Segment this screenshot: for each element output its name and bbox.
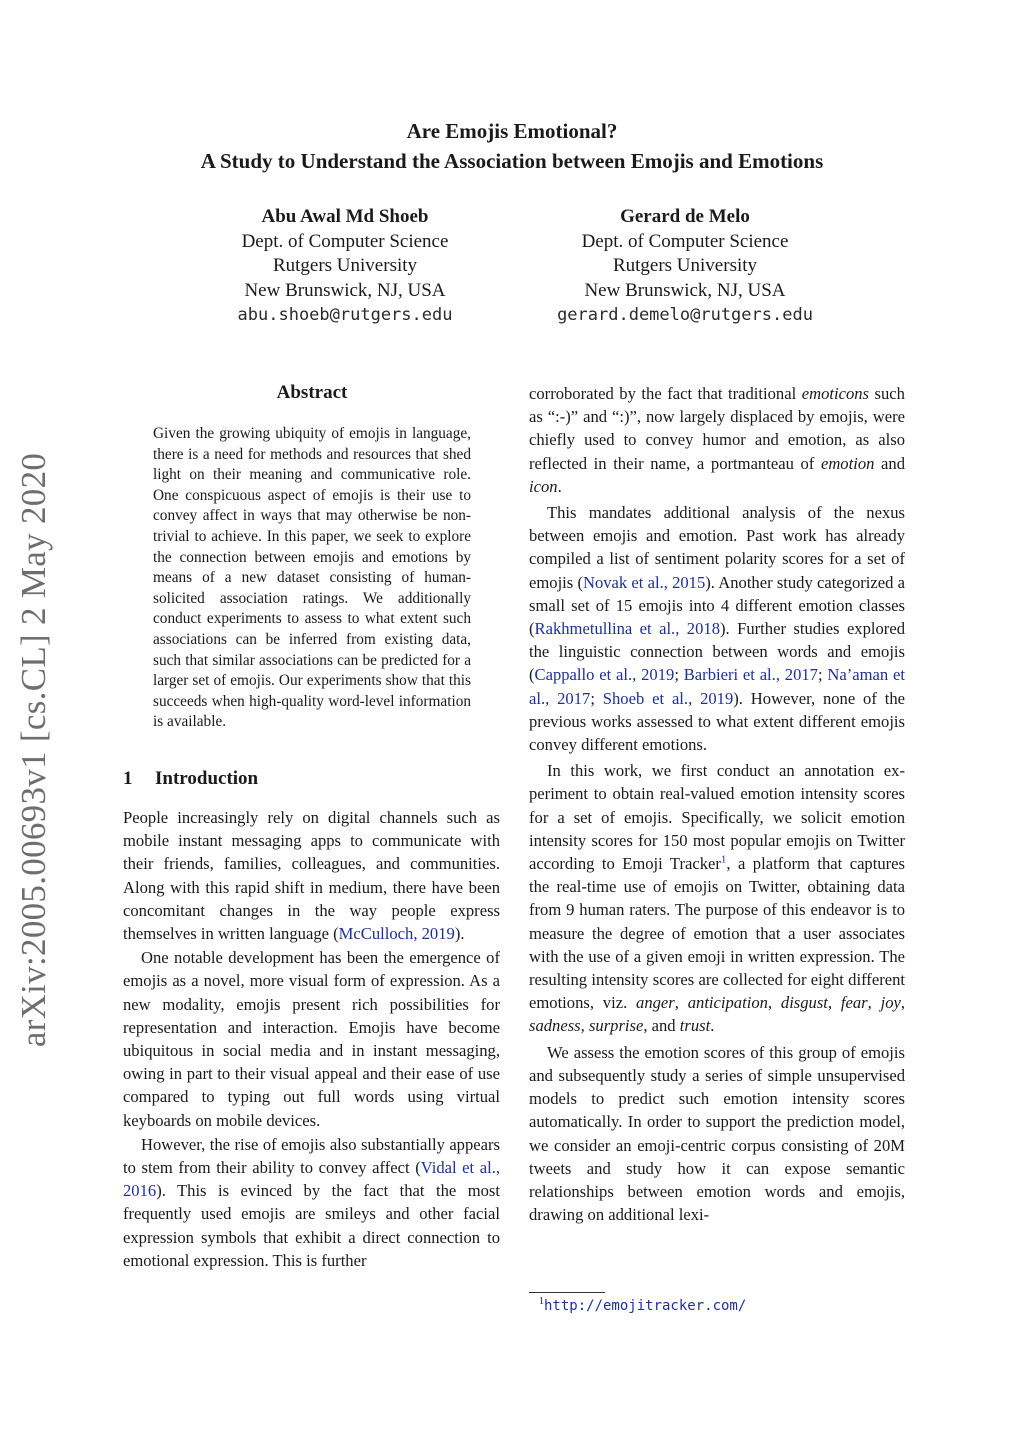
author-block-2 [535, 205, 835, 328]
section-heading [123, 768, 258, 790]
emotion-term: disgust [780, 993, 828, 1013]
citation-link[interactable]: McCulloch, 2019 [338, 924, 455, 944]
text-run: ; [817, 665, 828, 685]
text-run: , [580, 1016, 589, 1036]
text-run: , and [643, 1016, 680, 1036]
footnote-url-link[interactable]: http://emojitracker.com/ [544, 1298, 747, 1314]
text-run: In this work, we first conduct an annotation experiment to obtain real-valued emotion intensity scores for a set of emojis. Specifically, we solicit emotion intensity scores for 150 most popular emojis on Twitter according to Emoji Tracker [529, 761, 905, 874]
text-run: , [827, 993, 841, 1013]
author-dept: Dept. of Computer Science [241, 230, 449, 252]
text-run: ; [590, 688, 603, 708]
author-univ: Rutgers University [272, 255, 418, 276]
text-run: and [874, 453, 906, 473]
author-dept: Dept. of Computer Science [581, 230, 789, 252]
text-run: . [557, 476, 562, 496]
footnote-rule [529, 1292, 605, 1293]
paragraph [123, 1133, 500, 1272]
text-run: ). This is evinced by the fact that the most frequently used emojis are smileys and other facial expression symbols that exhibit a direct connection to emotional expression. This is further [123, 1181, 500, 1270]
text-run: such as “:-)” and “:)”, now largely displaced by emojis, were chiefly used to convey humor and emotion, as also reflected in their name, a portmanteau of [529, 384, 905, 473]
section-title: Introduction [155, 768, 259, 789]
citation-link[interactable]: Vidal et al., 2016 [123, 1158, 501, 1201]
abstract-text: Given the growing ubiquity of emojis in language, there is a need for methods and resources that shed light on their meaning and communicative role. One conspicuous aspect of emojis is their use to convey affect in ways that may otherwise be non-trivial to achieve. In this paper, we seek to explore the connection between emojis and emotions by means of a new dataset consisting of human-solicited association ratings. We additionally conduct experiments to assess to what extent such associations can be inferred from existing data, such that similar associations can be predicted for a larger set of emojis. Our experiments show that this succeeds when high-quality word-level information is available. [153, 425, 471, 731]
emotion-term: anticipation [687, 993, 768, 1013]
citation-link[interactable]: Novak et al., 2015 [582, 572, 706, 592]
footnote [539, 1298, 746, 1315]
title-line-1: Are Emojis Emotional? [406, 119, 618, 143]
text-run: ). Further studies explored the linguistic connection between words and emojis ( [529, 619, 905, 685]
paragraph: We assess the emotion scores of this group of emojis and subsequently study a series of simple unsupervised models to predict such emotion intensity scores automatically. In order to support the prediction model, we consider an emoji-centric corpus consisting of 20M tweets and study how it can expose semantic relationships between emotion words and emojis, drawing on additional lexi- [529, 1042, 905, 1225]
emphasis: emoticons [801, 384, 870, 403]
author-name: Abu Awal Md Shoeb [261, 206, 429, 227]
text-run: ). [454, 924, 465, 944]
section-number: 1 [123, 768, 133, 789]
emotion-term: sadness [529, 1016, 581, 1036]
footnote-marker[interactable]: 1 [720, 853, 727, 866]
paragraph [529, 501, 905, 756]
text-run: , [867, 993, 881, 1013]
emotion-term: fear [840, 993, 868, 1013]
text-run: . [710, 1016, 715, 1036]
text-run: , [900, 993, 906, 1013]
text-run: ; [674, 665, 684, 685]
text-run: However, the rise of emojis also substantially appears to stem from their ability to convey affect ( [123, 1134, 500, 1178]
author-univ: Rutgers University [612, 255, 758, 276]
author-email: gerard.demelo@rutgers.edu [557, 305, 813, 325]
footnote-number: 1 [539, 1296, 544, 1307]
paragraph [529, 382, 905, 498]
text-run: , a platform that captures the real-time use of emojis on Twitter, obtaining data from 9 human raters. The purpose of this endeavor is to measure the degree of emotion that a user associates with the use of a given emoji in written expression. The resulting intensity scores are collected for eight different emotions, viz. [529, 854, 905, 1013]
paper-title [0, 116, 1024, 176]
emotion-term: anger [636, 993, 675, 1013]
emphasis: emotion [820, 453, 875, 473]
citation-link[interactable]: Cappallo et al., 2019 [534, 665, 675, 685]
author-email: abu.shoeb@rutgers.edu [237, 305, 453, 325]
emphasis: icon [529, 476, 558, 496]
text-run: , [674, 993, 688, 1013]
left-column [123, 806, 500, 1272]
emotion-term: joy [880, 993, 901, 1013]
text-run: ). However, none of the previous works assessed to what extent different emojis convey different emotions. [529, 688, 905, 755]
paragraph: One notable development has been the emergence of emojis as a novel, more visual form of expression. As a new modality, emojis present rich possibilities for representation and interaction. Emojis have become ubiquitous in social media and in instant messaging, owing in part to their visual appeal and their ease of use compared to typing out full words using virtual keyboards on mobile devices. [123, 948, 500, 1130]
right-column [529, 382, 905, 1226]
citation-link[interactable]: Rakhmetullina et al., 2018 [534, 619, 720, 639]
author-name: Gerard de Melo [620, 206, 750, 227]
author-location: New Brunswick, NJ, USA [244, 279, 446, 301]
author-block-1 [195, 205, 495, 328]
text-run: This mandates additional analysis of the nexus between emojis and emotion. Past work has already compiled a list of sentiment polarity scores for a set of emojis ( [529, 503, 905, 592]
citation-link[interactable]: Barbieri et al., 2017 [683, 665, 818, 685]
title-line-2: A Study to Understand the Association between Emojis and Emotions [200, 149, 824, 173]
text-run: People increasingly rely on digital channels such as mobile instant messaging apps to communicate with their friends, families, colleagues, and communities. Along with this rapid shift in medium, there have been concomitant changes in the way people express themselves in written language ( [123, 808, 500, 944]
text-run: corroborated by the fact that traditional [529, 384, 802, 403]
citation-link[interactable]: Shoeb et al., 2019 [602, 688, 734, 708]
arxiv-identifier-text: arXiv:2005.00693v1 [cs.CL] 2 May 2020 [14, 452, 54, 1048]
citation-link[interactable]: Na’aman et al., 2017 [529, 665, 905, 708]
emotion-term: surprise [588, 1016, 644, 1036]
text-run: , [767, 993, 781, 1013]
abstract-heading: Abstract [276, 382, 348, 403]
arxiv-identifier [8, 440, 60, 1060]
author-location: New Brunswick, NJ, USA [584, 279, 786, 301]
paragraph [529, 759, 905, 1037]
text-run: ). Another study categorized a small set of 15 emojis into 4 different emotion classes ( [529, 572, 906, 639]
paragraph [123, 806, 500, 945]
emotion-term: trust [679, 1016, 711, 1036]
